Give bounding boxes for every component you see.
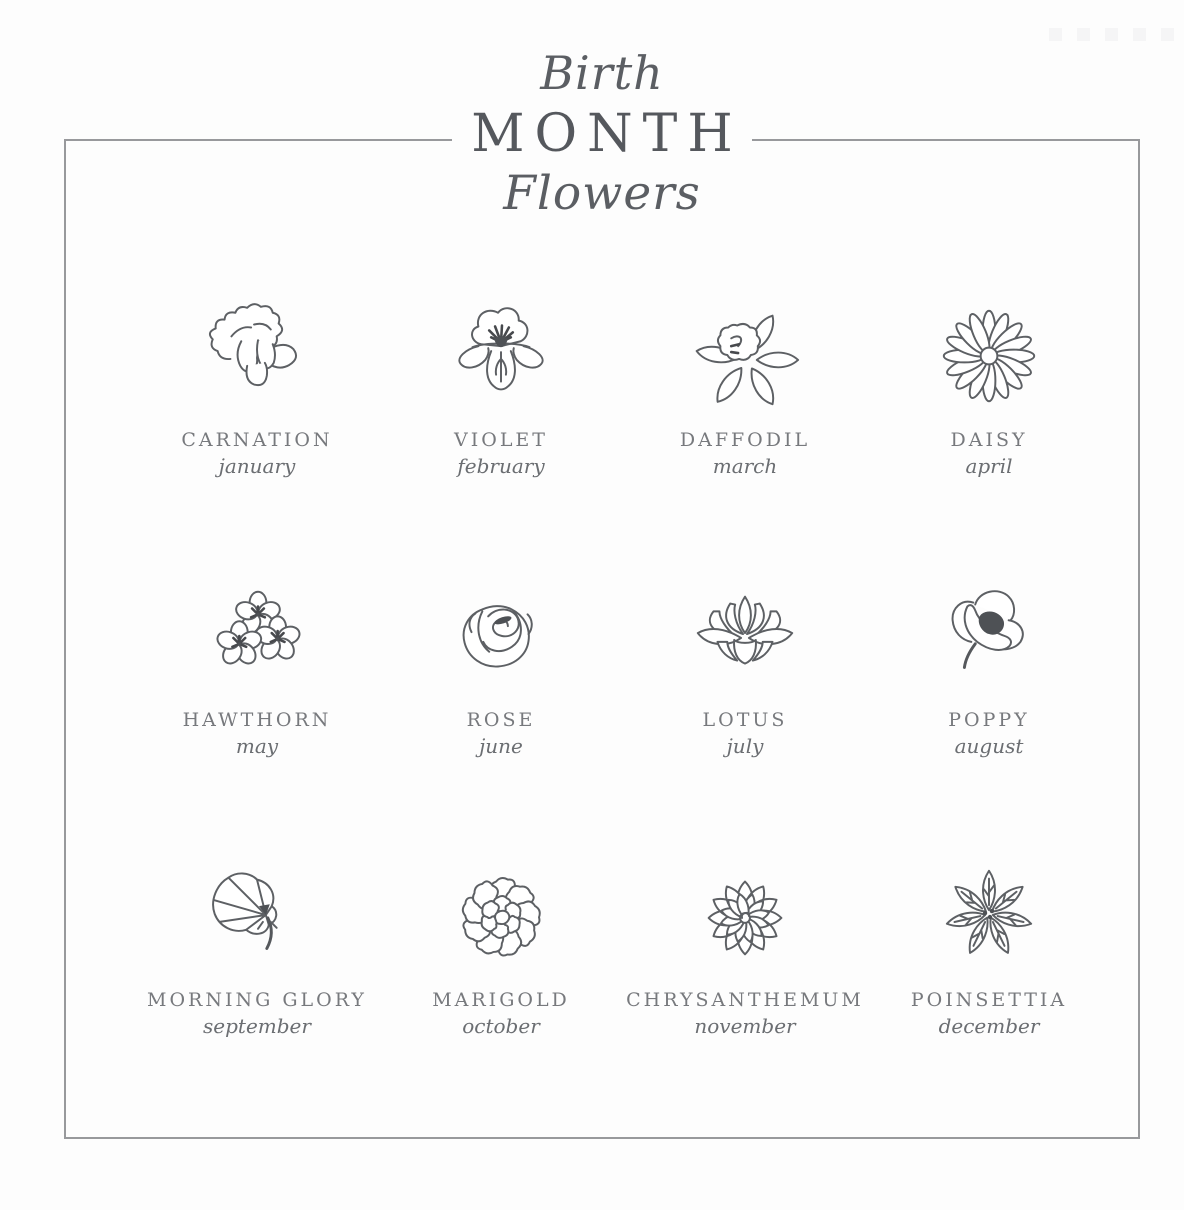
watermark-square [1077, 28, 1090, 41]
flower-month-label: december [938, 1014, 1040, 1038]
flower-card [867, 796, 1111, 1076]
flower-name-label: MARIGOLD [432, 989, 570, 1011]
watermark-square [1049, 28, 1062, 41]
carnation-icon [198, 297, 316, 415]
flower-card [623, 516, 867, 796]
title-birth: Birth [540, 46, 664, 100]
flower-month-label: november [694, 1014, 796, 1038]
flower-name-label: CARNATION [181, 429, 333, 451]
flower-name-label: ROSE [466, 709, 536, 731]
flower-name-label: MORNING GLORY [147, 989, 367, 1011]
flower-month-label: january [218, 454, 296, 478]
watermark-squares [1049, 28, 1174, 41]
flower-name-label: HAWTHORN [182, 709, 332, 731]
flower-month-label: august [954, 734, 1024, 758]
flower-name-label: POINSETTIA [910, 989, 1068, 1011]
flower-card [135, 236, 379, 516]
flower-name-label: DAISY [950, 429, 1028, 451]
flower-month-label: september [203, 1014, 311, 1038]
title-month: MONTH [471, 104, 743, 164]
morning-glory-icon [198, 857, 316, 975]
poinsettia-icon [930, 857, 1048, 975]
lotus-icon [686, 577, 804, 695]
flower-month-label: june [479, 734, 523, 758]
watermark-square [1105, 28, 1118, 41]
flower-month-label: october [462, 1014, 540, 1038]
chrysanthemum-icon [686, 857, 804, 975]
flower-card [379, 516, 623, 796]
flower-card [867, 236, 1111, 516]
flower-name-label: VIOLET [454, 429, 548, 451]
flower-month-label: july [726, 734, 764, 758]
flower-card [623, 796, 867, 1076]
flower-card [379, 796, 623, 1076]
poster-title [452, 42, 752, 224]
flower-month-label: may [235, 734, 279, 758]
title-flowers: Flowers [503, 166, 701, 221]
watermark-square [1133, 28, 1146, 41]
flower-month-label: february [457, 454, 545, 478]
flower-month-label: april [965, 454, 1013, 478]
flower-name-label: LOTUS [702, 709, 788, 731]
violet-icon [442, 297, 560, 415]
daffodil-icon [686, 297, 804, 415]
hawthorn-icon [198, 577, 316, 695]
flower-card [135, 516, 379, 796]
flower-card [135, 796, 379, 1076]
flower-card [623, 236, 867, 516]
marigold-icon [442, 857, 560, 975]
daisy-icon [930, 297, 1048, 415]
rose-icon [442, 577, 560, 695]
flower-month-label: march [712, 454, 778, 478]
flower-name-label: DAFFODIL [679, 429, 811, 451]
flower-name-label: CHRYSANTHEMUM [626, 989, 864, 1011]
flower-card [867, 516, 1111, 796]
flower-name-label: POPPY [948, 709, 1030, 731]
flower-card [379, 236, 623, 516]
poppy-icon [930, 577, 1048, 695]
flower-grid [135, 236, 1111, 1076]
watermark-square [1161, 28, 1174, 41]
